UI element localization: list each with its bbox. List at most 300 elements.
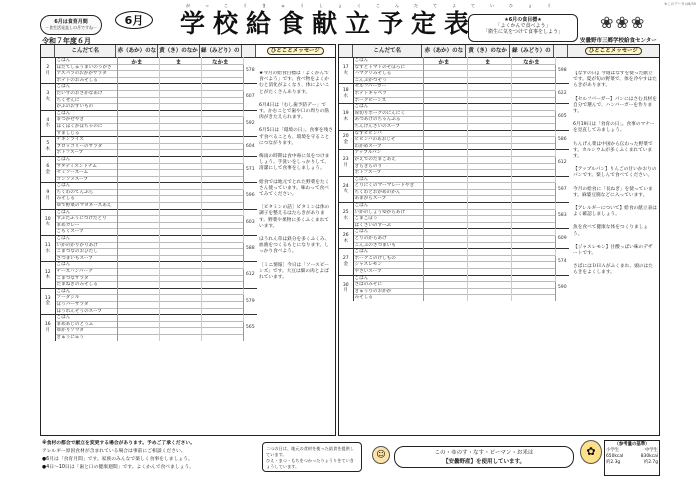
message-paragraph: 6月5日は「環境の日」。食事を残さず食べることも、環境を守ることにつながります。 xyxy=(259,128,333,146)
menu-item-name: かえでのたまごあえ xyxy=(353,156,423,163)
menu-item-name: ごはん xyxy=(353,275,423,282)
ingredient-cell xyxy=(159,104,201,111)
menu-item-name: とりのからあげ xyxy=(353,236,423,243)
ingredient-cell xyxy=(511,288,555,295)
ingredient-cell xyxy=(467,269,511,276)
menu-item-name: セミソーズーム xyxy=(55,170,117,177)
day-date xyxy=(339,176,353,202)
ingredient-cell xyxy=(201,308,243,315)
ingredient-cell xyxy=(511,242,555,249)
table-row xyxy=(41,295,257,302)
day-of-week: 火 xyxy=(343,189,348,195)
ingredient-cell xyxy=(423,229,467,236)
date-number: 27 xyxy=(342,256,349,262)
menu-item-name: ほくほくかぼちゃのに xyxy=(55,123,117,130)
ingredient-cell xyxy=(511,229,555,236)
ingredient-cell xyxy=(511,176,555,183)
ingredient-cell xyxy=(511,183,555,190)
table-row xyxy=(41,269,257,276)
message-paragraph: 6月19日は「食育の日」。食事のマナーを見直してみましょう。 xyxy=(573,122,655,134)
table-row xyxy=(41,308,257,315)
nutrition-jhs-kcal: 830kcal xyxy=(640,454,658,459)
date-number: 9 xyxy=(46,190,50,196)
table-row xyxy=(41,229,257,236)
date-number: 24 xyxy=(342,183,349,189)
ingredient-cell xyxy=(159,295,201,302)
energy-value: 598 xyxy=(555,58,569,84)
energy-value: 612 xyxy=(243,262,257,288)
table-row xyxy=(41,262,257,269)
day-date xyxy=(339,84,353,104)
table-row xyxy=(339,242,569,249)
ingredient-cell xyxy=(467,143,511,150)
ingredient-cell xyxy=(201,189,243,196)
slogan-line-2: 「衛生に気をつけて食事をしよう」 xyxy=(482,29,563,35)
menu-item-name: まつかぜやき xyxy=(55,117,117,124)
ingredient-cell xyxy=(467,288,511,295)
menu-item-name: ごもくスープ xyxy=(55,229,117,236)
message-paragraph: 6月4日は「むし歯予防デー」です。かむことで歯や口の周りの筋肉がきたえられます。 xyxy=(259,102,329,121)
table-row xyxy=(41,183,257,190)
ingredient-cell xyxy=(201,143,243,150)
date-number: 3 xyxy=(46,91,50,97)
ingredient-cell xyxy=(201,150,243,157)
ingredient-cell xyxy=(467,222,511,229)
day-date xyxy=(339,229,353,249)
ingredient-cell xyxy=(117,216,159,223)
table-row xyxy=(339,288,569,295)
ingredient-cell xyxy=(117,71,159,78)
day-date xyxy=(41,209,55,235)
date-number: 2 xyxy=(46,65,50,71)
ingredient-cell xyxy=(467,58,511,65)
ingredient-cell xyxy=(117,97,159,104)
energy-value: 590 xyxy=(555,275,569,301)
ingredient-cell xyxy=(511,137,555,144)
day-date xyxy=(41,236,55,262)
ingredient-cell xyxy=(423,176,467,183)
day-of-week: 木 xyxy=(343,238,348,244)
ingredient-cell xyxy=(467,170,511,177)
table-row xyxy=(41,242,257,249)
ingredient-cell xyxy=(117,176,159,183)
ingredient-cell xyxy=(117,255,159,262)
ingredient-cell xyxy=(423,288,467,295)
ingredient-cell xyxy=(511,282,555,289)
nutrition-table xyxy=(604,440,660,476)
table-row xyxy=(339,203,569,210)
table-row xyxy=(339,176,569,183)
ingredient-cell xyxy=(423,295,467,301)
ingredient-cell xyxy=(117,229,159,236)
table-row xyxy=(41,143,257,150)
ingredient-cell xyxy=(511,117,555,124)
ingredient-cell xyxy=(117,58,159,65)
ingredient-cell xyxy=(159,196,201,203)
ingredient-cell xyxy=(511,64,555,71)
ingredient-cell xyxy=(159,163,201,170)
ingredient-cell xyxy=(117,242,159,249)
ingredient-cell xyxy=(159,156,201,163)
ingredient-cell xyxy=(511,97,555,104)
menu-item-name: いかのしょうゆからあげ xyxy=(353,209,423,216)
day-of-week: 金 xyxy=(45,169,50,175)
table-row xyxy=(41,110,257,117)
ingredient-cell xyxy=(201,249,243,256)
slogan-title: ★6月の食目標★ xyxy=(504,17,542,23)
day-of-week: 木 xyxy=(45,146,50,152)
ingredient-cell xyxy=(117,334,159,340)
message-paragraph: 【アップルパン】りんごの甘いかおりのパンです。楽しんで食べてください。 xyxy=(573,167,657,179)
table-row xyxy=(41,255,257,262)
date-number: 25 xyxy=(342,210,349,216)
table-row xyxy=(339,183,569,190)
menu-item-name: ポテトキャベツ xyxy=(353,90,423,97)
message-paragraph: 給食では地元でとれた野菜をたくさん使っています。味わって食べてみてください。 xyxy=(259,179,330,198)
menu-item-name: コンソメスープ xyxy=(55,176,117,183)
table-row xyxy=(41,203,257,210)
stamp-subtext: －食生活見直しの月ですね－ xyxy=(45,25,97,30)
table-row xyxy=(339,90,569,97)
table-row xyxy=(339,163,569,170)
ingredient-cell xyxy=(117,249,159,256)
ingredient-cell xyxy=(159,282,201,289)
ingredient-cell xyxy=(201,301,243,308)
date-number: 10 xyxy=(44,216,51,222)
day-date xyxy=(41,262,55,288)
ingredient-cell xyxy=(117,203,159,210)
ingredient-cell xyxy=(117,315,159,322)
ingredient-cell xyxy=(423,170,467,177)
right-menu-table xyxy=(338,44,660,436)
date-number: 11 xyxy=(44,243,51,249)
menu-item-name: みそしる xyxy=(55,196,117,203)
menu-item-name: ポトフスープ xyxy=(353,170,423,177)
ingredient-cell xyxy=(201,137,243,144)
energy-value: 603 xyxy=(243,209,257,235)
menu-item-name: ごはん xyxy=(353,203,423,210)
table-row xyxy=(339,236,569,243)
ingredient-cell xyxy=(159,123,201,130)
table-row xyxy=(339,282,569,289)
ingredient-cell xyxy=(201,84,243,91)
ingredient-cell xyxy=(467,71,511,78)
table-row xyxy=(339,295,569,301)
ingredient-cell xyxy=(511,130,555,137)
day-date xyxy=(339,130,353,150)
ingredient-cell xyxy=(159,328,201,335)
day-of-week: 水 xyxy=(45,123,50,129)
note-teeth-week: ●4日～10日は「歯と口の健康週間」です。よくかんで食べましょう。 xyxy=(42,465,195,470)
table-row xyxy=(41,90,257,97)
ingredient-cell xyxy=(117,150,159,157)
ingredient-cell xyxy=(467,229,511,236)
ingredient-cell xyxy=(201,117,243,124)
ingredient-cell xyxy=(467,196,511,203)
ingredient-cell xyxy=(511,143,555,150)
ingredient-cell xyxy=(511,249,555,256)
ingredient-cell xyxy=(423,150,467,157)
ingredient-cell xyxy=(159,137,201,144)
message-paragraph: ［ビタミンの話］ビタミンは体の調子を整えるはたらきがあります。野菜や果物に多くふくまれています。 xyxy=(259,205,330,229)
local-produce-banner xyxy=(394,446,574,468)
table-row xyxy=(41,209,257,216)
right-menu-body xyxy=(339,57,569,301)
day-date xyxy=(339,150,353,176)
col-message: ひとことメッセージ xyxy=(256,45,335,57)
table-row xyxy=(41,189,257,196)
day-of-week: 月 xyxy=(45,195,50,201)
menu-item-name: ポークビーンズ xyxy=(353,97,423,104)
ingredient-cell xyxy=(159,110,201,117)
nutrition-elem-label: 小学生 xyxy=(606,448,620,453)
message-paragraph: ちんげん菜は中国から伝わった野菜です。カルシウムが多くふくまれています。 xyxy=(573,141,653,160)
table-row xyxy=(339,110,569,117)
ingredient-cell xyxy=(467,216,511,223)
ingredient-cell xyxy=(117,328,159,335)
ingredient-cell xyxy=(423,183,467,190)
day-of-week: 水 xyxy=(45,248,50,254)
ingredient-cell xyxy=(511,203,555,210)
menu-item-name: ソーダジル xyxy=(55,295,117,302)
menu-item-name: 厚切りポークのにんにく xyxy=(353,110,423,117)
table-row xyxy=(339,150,569,157)
ingredient-cell xyxy=(201,209,243,216)
menu-item-name: ごはん xyxy=(353,104,423,111)
day-of-week: 月 xyxy=(343,288,348,294)
table-row xyxy=(41,334,257,340)
table-row xyxy=(41,97,257,104)
table-row xyxy=(41,156,257,163)
day-of-week: 月 xyxy=(45,327,50,333)
ingredient-cell xyxy=(159,84,201,91)
ingredient-cell xyxy=(159,236,201,243)
table-row xyxy=(339,209,569,216)
energy-value: 604 xyxy=(243,137,257,157)
menu-item-name: ちんげんさいのスープ xyxy=(353,123,423,130)
ingredient-cell xyxy=(159,209,201,216)
table-row xyxy=(339,222,569,229)
table-row xyxy=(41,328,257,335)
day-date xyxy=(41,315,55,341)
day-date xyxy=(339,203,353,229)
ingredient-cell xyxy=(423,249,467,256)
date-number: 12 xyxy=(44,269,51,275)
menu-item-name: きらきらのり xyxy=(353,163,423,170)
ingredient-cell xyxy=(201,110,243,117)
ingredient-cell xyxy=(467,282,511,289)
ingredient-cell xyxy=(117,64,159,71)
ingredient-cell xyxy=(159,143,201,150)
ingredient-cell xyxy=(467,176,511,183)
ingredient-cell xyxy=(201,97,243,104)
menu-item-name: ゆかりソウダ xyxy=(55,328,117,335)
menu-item-name: ごまごぼう xyxy=(353,216,423,223)
menu-item-name: ごはん xyxy=(55,236,117,243)
ingredient-cell xyxy=(467,249,511,256)
ingredient-cell xyxy=(201,104,243,111)
ingredient-cell xyxy=(117,77,159,84)
menu-item-name: ごはん xyxy=(55,183,117,190)
ingredient-cell xyxy=(201,222,243,229)
ingredient-cell xyxy=(467,97,511,104)
note-change: ※食材の都合で献立を変更する場合があります。予めご了承ください。 xyxy=(42,441,195,446)
mid-note-1: 二つの日は、地元の食材を使った給食を提供しています。 xyxy=(266,446,354,457)
ingredient-cell xyxy=(511,77,555,84)
table-row xyxy=(339,64,569,71)
energy-value: 571 xyxy=(243,156,257,182)
energy-value: 597 xyxy=(555,176,569,202)
ingredient-cell xyxy=(159,150,201,157)
ingredient-cell xyxy=(423,242,467,249)
ingredient-cell xyxy=(201,176,243,183)
day-date xyxy=(41,183,55,209)
day-of-week: 火 xyxy=(45,97,50,103)
col-message-right: ひとことメッセージ xyxy=(568,45,659,57)
slogan-line-1: 「よくかんで食べよう」 xyxy=(495,23,551,29)
ingredient-cell xyxy=(511,150,555,157)
ingredient-cell xyxy=(117,209,159,216)
menu-item-name: ぼうバーサラダ xyxy=(55,301,117,308)
table-row xyxy=(41,176,257,183)
table-row xyxy=(41,71,257,78)
ingredient-cell xyxy=(201,315,243,322)
nutrition-title: （参考量の基準） xyxy=(614,442,650,447)
ingredient-cell xyxy=(201,216,243,223)
ingredient-cell xyxy=(423,275,467,282)
ingredient-cell xyxy=(467,295,511,301)
table-row xyxy=(339,156,569,163)
ingredient-cell xyxy=(467,123,511,130)
ingredient-cell xyxy=(201,156,243,163)
ingredient-cell xyxy=(117,170,159,177)
ingredient-cell xyxy=(201,255,243,262)
table-row xyxy=(41,216,257,223)
table-row xyxy=(339,104,569,111)
menu-item-name: ごはん xyxy=(55,110,117,117)
ingredient-cell xyxy=(159,255,201,262)
left-message-column xyxy=(259,71,333,431)
table-row xyxy=(41,321,257,328)
table-row xyxy=(41,117,257,124)
ingredient-cell xyxy=(511,262,555,269)
ingredient-cell xyxy=(159,334,201,340)
ingredient-cell xyxy=(423,189,467,196)
ingredient-cell xyxy=(159,216,201,223)
ingredient-cell xyxy=(467,90,511,97)
ingredient-cell xyxy=(159,58,201,65)
col-green: 緑（みどり）のなかま xyxy=(200,45,242,57)
ingredient-cell xyxy=(423,156,467,163)
ingredient-cell xyxy=(201,183,243,190)
message-paragraph: 【なすの日】今週はなすを使った献立です。夏が旬の野菜で、体を冷やすはたらきがあります。 xyxy=(573,71,657,89)
energy-value: 578 xyxy=(243,58,257,84)
day-of-week: 火 xyxy=(45,222,50,228)
table-row xyxy=(339,216,569,223)
table-row xyxy=(41,222,257,229)
col-green-right: 緑（みどり）のなかま xyxy=(510,45,554,57)
menu-item-name: ごはん xyxy=(55,84,117,91)
energy-value: 612 xyxy=(555,150,569,176)
ingredient-cell xyxy=(511,222,555,229)
left-menu-body xyxy=(41,57,257,341)
note-allergy: アレルギー原因食材が含まれている場合は事前にご相談ください。 xyxy=(42,449,186,454)
table-row xyxy=(339,269,569,276)
day-date xyxy=(41,58,55,84)
day-of-week: 月 xyxy=(343,163,348,168)
ingredient-cell xyxy=(467,156,511,163)
mid-note-box xyxy=(262,442,362,472)
table-row xyxy=(339,262,569,269)
ingredient-cell xyxy=(117,156,159,163)
ingredient-cell xyxy=(467,137,511,144)
ingredient-cell xyxy=(423,236,467,243)
ingredient-cell xyxy=(511,104,555,111)
message-paragraph: 【ジャスレモン】甘酸っぱい味のデザートです。 xyxy=(573,244,653,257)
day-date xyxy=(41,110,55,136)
day-of-week: 木 xyxy=(343,116,348,122)
menu-item-name: わかめスープ xyxy=(353,143,423,150)
menu-item-name: はくさいのすーぷ xyxy=(353,222,423,229)
ingredient-cell xyxy=(117,137,159,144)
ingredient-cell xyxy=(423,269,467,276)
ingredient-cell xyxy=(511,170,555,177)
ingredient-cell xyxy=(159,90,201,97)
left-menu-table xyxy=(40,44,336,436)
table-row xyxy=(339,58,569,65)
ingredient-cell xyxy=(201,275,243,282)
message-paragraph: 【アレルギーについて】給食の献立表はよく確認しましょう。 xyxy=(573,206,657,218)
ingredient-cell xyxy=(201,123,243,130)
message-paragraph: 梅雨の時期は食中毒に気をつけましょう。手洗いをしっかりして、清潔にして食事をしましょう。 xyxy=(259,154,330,172)
menu-item-name: あまがらスープ xyxy=(353,196,423,203)
nutrition-jhs-label: 中学生 xyxy=(644,448,658,453)
ingredient-cell xyxy=(423,71,467,78)
ingredient-cell xyxy=(511,269,555,276)
energy-value: 607 xyxy=(243,84,257,110)
ingredient-cell xyxy=(201,334,243,340)
table-row xyxy=(41,282,257,289)
menu-item-name: ちくわとおかめのかん xyxy=(353,189,423,196)
table-row xyxy=(339,275,569,282)
table-row xyxy=(41,170,257,177)
ingredient-cell xyxy=(159,301,201,308)
date-number: 16 xyxy=(44,322,51,328)
ingredient-cell xyxy=(423,97,467,104)
table-row xyxy=(41,123,257,130)
ingredient-cell xyxy=(117,189,159,196)
ingredient-cell xyxy=(159,275,201,282)
date-number: 13 xyxy=(44,295,51,301)
ingredient-cell xyxy=(423,123,467,130)
date-number: 18 xyxy=(342,88,349,94)
ingredient-cell xyxy=(423,130,467,137)
banner-line-2: 【安曇野産】を使用しています。 xyxy=(442,459,526,465)
ingredient-cell xyxy=(117,222,159,229)
table-row xyxy=(41,58,257,65)
ingredient-cell xyxy=(467,117,511,124)
ingredient-cell xyxy=(159,249,201,256)
menu-item-name: ハマグリみそしる xyxy=(353,71,423,78)
ingredient-cell xyxy=(117,308,159,315)
ingredient-cell xyxy=(201,328,243,335)
table-row xyxy=(41,130,257,137)
ingredient-cell xyxy=(201,229,243,236)
day-of-week: 木 xyxy=(45,275,50,281)
ingredient-cell xyxy=(117,84,159,91)
nutrition-jhs-salt: 約2.7g xyxy=(643,460,658,465)
menu-item-name: ごはん xyxy=(353,58,423,65)
